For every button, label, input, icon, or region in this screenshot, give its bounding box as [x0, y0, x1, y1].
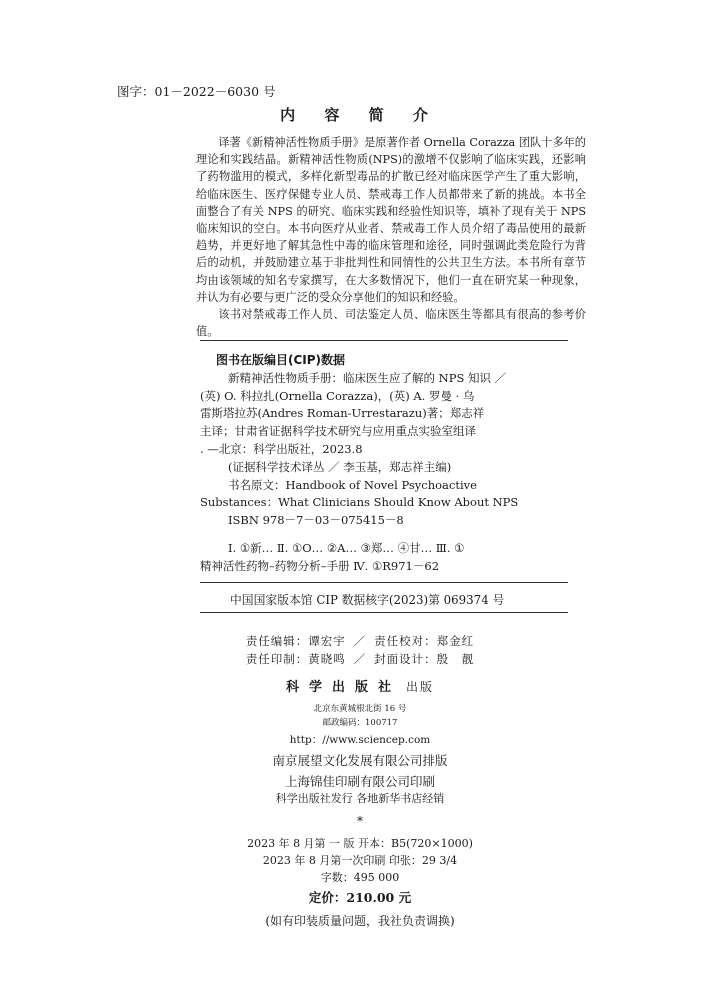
publisher-address: 北京东黄城根北街 16 号	[313, 704, 407, 714]
credits-line: 责任印制：黄晓鸣 ／ 封面设计：殷 靓	[245, 652, 475, 666]
printer: 上海锦佳印刷有限公司印刷	[284, 774, 435, 789]
cip-line: 新精神活性物质手册：临床医生应了解的 NPS 知识 ／	[228, 370, 507, 385]
word-count: 字数：495 000	[320, 871, 400, 884]
intro-text	[196, 134, 586, 340]
edition-line: 2023 年 8 月第一次印刷 印张：29 3/4	[262, 854, 458, 867]
separator-star: *	[357, 814, 363, 828]
publisher-name: 科学出版社	[285, 680, 401, 695]
typesetter: 南京展望文化发展有限公司排版	[272, 753, 448, 768]
edition-line: 2023 年 8 月第 一 版 开本：B5(720×1000)	[247, 837, 473, 850]
price: 定价：210.00 元	[308, 890, 412, 905]
cip-isbn: ISBN 978－7－03－075415－8	[228, 513, 404, 528]
cip-line: 书名原文：Handbook of Novel Psychoactive	[228, 477, 477, 492]
intro-title: 内 容 简 介	[280, 106, 440, 124]
cip-line: Substances：What Clinicians Should Know About NPS	[200, 495, 519, 510]
quality-note: (如有印装质量问题，我社负责调换)	[265, 914, 455, 928]
cip-classification: Ⅰ. ①新… Ⅱ. ①O… ②A… ③郑… ④甘… Ⅲ. ①	[228, 540, 465, 555]
intro-paragraph: 该书对禁戒毒工作人员、司法鉴定人员、临床医生等都具有很高的参考价值。	[196, 308, 586, 339]
cip-line: . —北京：科学出版社，2023.8	[200, 441, 363, 456]
intro-paragraph: 译著《新精神活性物质手册》是原著作者 Ornella Corazza 团队十多年的理论和实践结晶。新精神活性物质(NPS)的激增不仅影响了临床实践，还影响了药物滥用的模式，多样化新型毒品的扩散已经对临床医学产生了重大影响，给临床医生、医疗保健专业人员、禁戒毒工作人员都带来了新的挑战。本书全面整合了有关 NPS 的研究、临床实践和经验性知识等，填补了现有关于 NPS 临床知识的空白。本书向医疗从业者、禁戒毒工作人员介绍了毒品使用的最新趋势，并更好地了解其急性中毒的临床管理和途径，同时强调此类危险行为背后的动机，并鼓励建立基于非批判性和同情性的公共卫生方法。本书所有章节均由该领域的知名专家撰写，在大多数情况下，他们一直在研究某一种现象，并认为有必要与更广泛的受众分享他们的知识和经验。	[196, 136, 586, 304]
cip-line: 主译；甘肃省证据科学技术研究与应用重点实验室组译	[200, 424, 476, 439]
publisher-word: 出版	[406, 680, 435, 694]
divider-top	[200, 340, 568, 341]
copyright-registration-number: 图字：01－2022－6030 号	[117, 84, 276, 99]
cip-block	[200, 352, 570, 576]
cip-heading: 图书在版编目(CIP)数据	[216, 353, 346, 367]
divider-bottom	[200, 612, 568, 613]
cip-library-number: 中国国家版本馆 CIP 数据核字(2023)第 069374 号	[230, 593, 505, 607]
cip-line: (证据科学技术译丛 ／ 李玉基，郑志祥主编)	[228, 459, 452, 474]
cip-line: (英) O. 科拉扎(Ornella Corazza)，(英) A. 罗曼 · 乌	[200, 388, 475, 403]
cip-line: 雷斯塔拉苏(Andres Roman-Urrestarazu)著；郑志祥	[200, 406, 485, 421]
publisher-website: http：//www.sciencep.com	[289, 734, 431, 746]
distribution: 科学出版社发行 各地新华书店经销	[275, 792, 445, 805]
editor-credits	[0, 632, 720, 668]
credits-line: 责任编辑：谭宏宇 ／ 责任校对：郑金红	[245, 634, 475, 648]
publisher-line	[0, 676, 720, 695]
cip-classification: 精神活性药物–药物分析–手册 Ⅳ. ①R971－62	[200, 558, 440, 573]
publisher-postcode: 邮政编码：100717	[322, 718, 398, 728]
divider-mid	[200, 582, 568, 583]
